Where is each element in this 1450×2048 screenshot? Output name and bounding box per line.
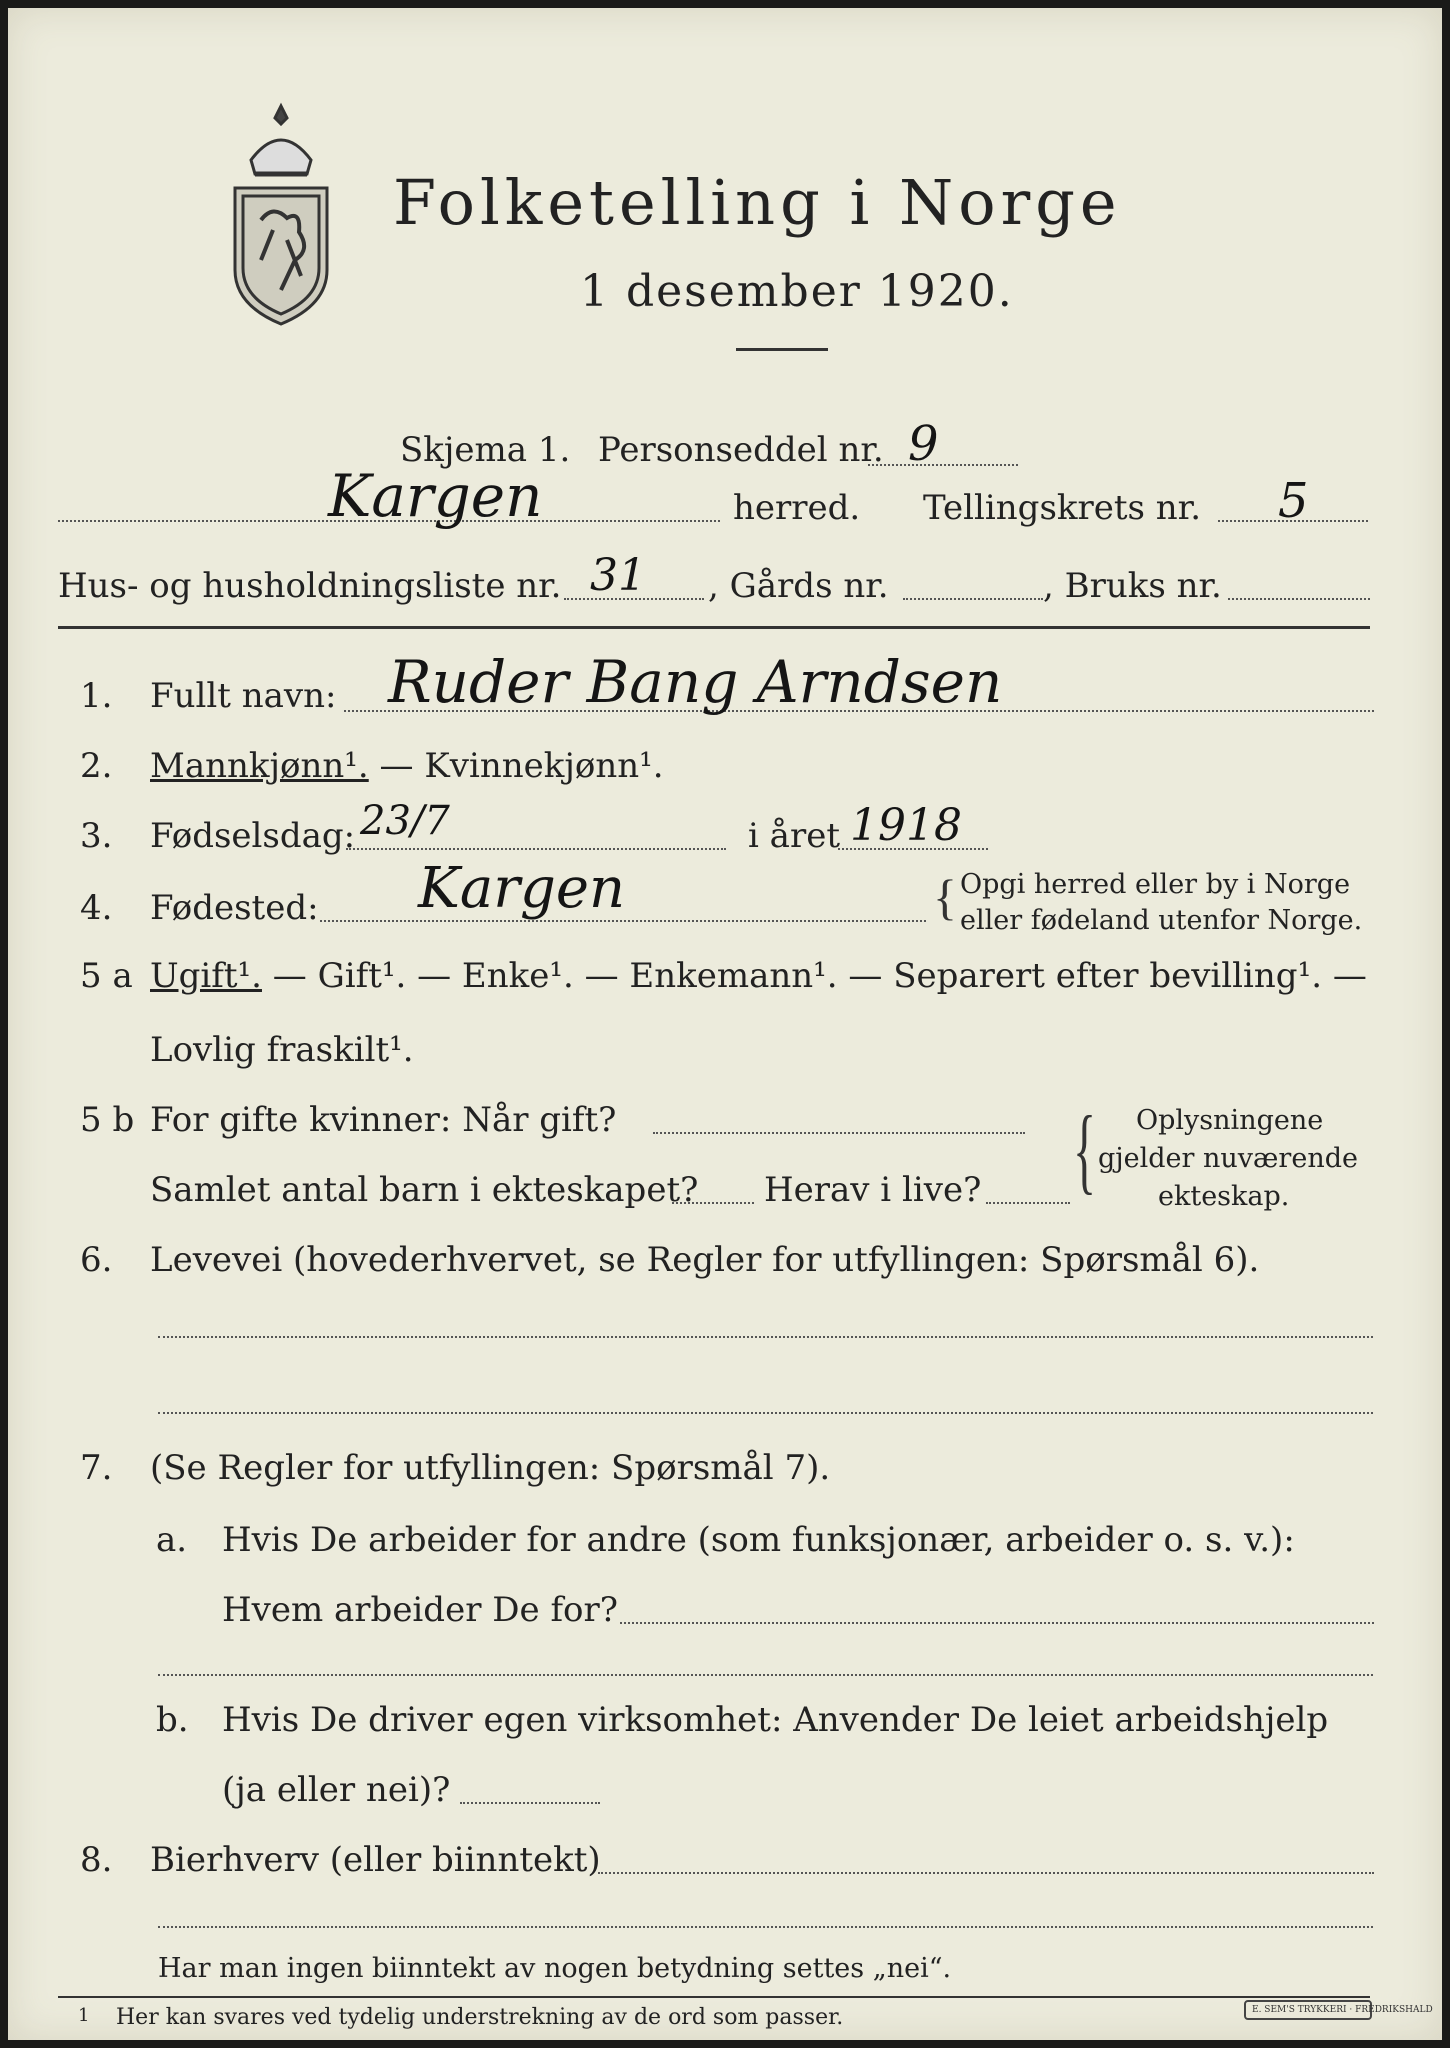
employer-field-2[interactable]	[158, 1674, 1373, 1676]
children-count-field[interactable]	[672, 1202, 754, 1204]
married-when-field[interactable]	[653, 1132, 1025, 1134]
q5b-note3: ekteskap.	[1158, 1181, 1290, 1212]
personseddel-value: 9	[908, 416, 939, 472]
q7-label: (Se Regler for utfyllingen: Spørsmål 7).	[150, 1448, 831, 1488]
q2-options	[150, 746, 664, 786]
full-name-value: Ruder Bang Arndsen	[388, 648, 1003, 716]
occupation-field-1[interactable]	[158, 1336, 1373, 1338]
bruks-label: , Bruks nr.	[1043, 566, 1222, 606]
q1-number: 1.	[80, 676, 113, 716]
children-alive-field[interactable]	[986, 1202, 1070, 1204]
gards-label: , Gårds nr.	[708, 566, 889, 606]
q5b-line1: For gifte kvinner: Når gift?	[150, 1100, 617, 1140]
q5a-options	[150, 956, 1367, 996]
census-date: 1 desember 1920.	[580, 266, 1014, 317]
q4-label: Fødested:	[150, 888, 319, 928]
q5b-line2b: Herav i live?	[764, 1170, 982, 1210]
printer-stamp: E. SEM'S TRYKKERI · FREDRIKSHALD	[1244, 2000, 1372, 2020]
footer-note: Har man ingen biinntekt av nogen betydning settes „nei“.	[158, 1953, 952, 1984]
page-title: Folketelling i Norge	[393, 166, 1122, 239]
q4-number: 4.	[80, 888, 113, 928]
q4-note-line1: Opgi herred eller by i Norge	[960, 869, 1351, 900]
q3-label: Fødselsdag:	[150, 816, 356, 856]
birthplace-value: Kargen	[418, 856, 626, 921]
schema-label: Skjema 1.	[400, 430, 571, 470]
q8-number: 8.	[80, 1840, 113, 1880]
ugift-option[interactable]: Ugift¹.	[150, 956, 262, 996]
q8-label: Bierhverv (eller biinntekt)	[150, 1840, 601, 1880]
employer-field[interactable]	[620, 1622, 1374, 1624]
q6-label: Levevei (hovederhvervet, se Regler for utfyllingen: Spørsmål 6).	[150, 1240, 1260, 1280]
q7b-letter: b.	[156, 1700, 189, 1740]
female-option[interactable]: Kvinnekjønn¹.	[424, 746, 664, 786]
birth-year-label: i året	[748, 816, 840, 856]
q1-label: Fullt navn:	[150, 676, 337, 716]
q7a-letter: a.	[156, 1520, 188, 1560]
q2-separator: —	[368, 746, 425, 786]
q5b-brace: {	[1073, 1096, 1097, 1203]
q2-number: 2.	[80, 746, 113, 786]
hired-help-field[interactable]	[460, 1802, 600, 1804]
footnote-number: 1	[78, 2005, 90, 2026]
q5b-number: 5 b	[80, 1100, 135, 1140]
q5a-line2[interactable]: Lovlig fraskilt¹.	[150, 1030, 414, 1070]
tellingskrets-label: Tellingskrets nr.	[923, 488, 1202, 528]
header-rule	[58, 626, 1370, 629]
occupation-field-2[interactable]	[158, 1412, 1373, 1414]
q7-number: 7.	[80, 1448, 113, 1488]
q5b-line2a: Samlet antal barn i ekteskapet?	[150, 1170, 699, 1210]
q3-number: 3.	[80, 816, 113, 856]
tellingskrets-value: 5	[1278, 473, 1309, 529]
side-income-field-2[interactable]	[158, 1926, 1373, 1928]
footnote-rule	[58, 1996, 1370, 1998]
birthday-value: 23/7	[360, 798, 450, 844]
male-option[interactable]: Mannkjønn¹.	[150, 746, 369, 786]
census-form	[8, 8, 1442, 2040]
footnote-text: Her kan svares ved tydelig understrekning av de ord som passer.	[116, 2005, 844, 2030]
q7a-line2: Hvem arbeider De for?	[222, 1590, 618, 1630]
bruks-field[interactable]	[1228, 598, 1370, 600]
gards-field[interactable]	[903, 598, 1043, 600]
q6-number: 6.	[80, 1240, 113, 1280]
q7a-line1: Hvis De arbeider for andre (som funksjonær, arbeider o. s. v.):	[222, 1520, 1295, 1560]
birthday-field[interactable]	[346, 848, 726, 850]
side-income-field[interactable]	[598, 1872, 1374, 1874]
husliste-label: Hus- og husholdningsliste nr.	[58, 566, 562, 606]
herred-label: herred.	[733, 488, 861, 528]
q7b-line2: (ja eller nei)?	[222, 1770, 451, 1810]
personseddel-label: Personseddel nr.	[598, 430, 884, 470]
title-divider	[736, 348, 828, 351]
q5a-other-options[interactable]: — Gift¹. — Enke¹. — Enkemann¹. — Separert efter bevilling¹. —	[261, 956, 1367, 996]
husliste-value: 31	[590, 550, 646, 601]
coat-of-arms-icon	[221, 100, 341, 330]
q4-brace: {	[933, 869, 957, 925]
q5b-note2: gjelder nuværende	[1098, 1143, 1358, 1174]
q5b-note1: Oplysningene	[1136, 1105, 1324, 1136]
birth-year-value: 1918	[850, 800, 962, 851]
herred-value: Kargen	[328, 462, 543, 530]
personseddel-field[interactable]	[868, 464, 1018, 466]
q5a-number: 5 a	[80, 956, 133, 996]
q7b-line1: Hvis De driver egen virksomhet: Anvender De leiet arbeidshjelp	[222, 1700, 1329, 1740]
q4-note-line2: eller fødeland utenfor Norge.	[960, 905, 1363, 936]
